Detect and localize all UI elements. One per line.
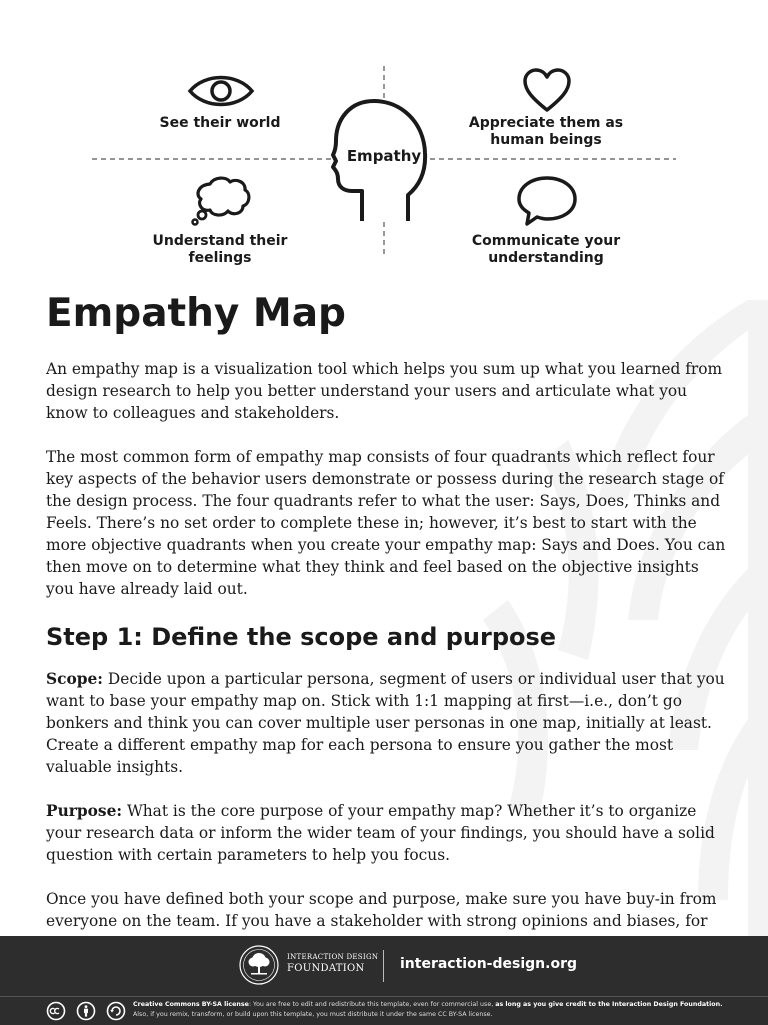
- step-1-heading: Step 1: Define the scope and purpose: [46, 623, 557, 651]
- understand-line-1: Understand their: [152, 233, 288, 249]
- understand-line-2: feelings: [188, 250, 252, 266]
- purpose-text: What is the core purpose of your empathy map? Whether it’s to organize your research data or inform the wider team of your findings, you should have a solid question with certain parameters to help you focus.: [46, 802, 715, 864]
- idf-logo-icon: [238, 944, 280, 986]
- cc-icons: [46, 1001, 131, 1025]
- speech-bubble-icon: [515, 175, 579, 227]
- org-name-line-2: FOUNDATION: [287, 963, 365, 974]
- understand-label: [130, 233, 310, 267]
- purpose-paragraph: [46, 800, 726, 866]
- scope-label: Scope:: [46, 670, 103, 688]
- empathy-center-text: Empathy: [346, 147, 422, 165]
- empathy-diagram: [0, 0, 768, 280]
- page-title: Empathy Map: [46, 291, 346, 336]
- communicate-line-2: understanding: [488, 250, 604, 266]
- footer-divider: [383, 950, 384, 982]
- license-text-1: : You are free to edit and redistribute this template, even for commercial use,: [248, 1001, 496, 1008]
- scope-text: Decide upon a particular persona, segment of users or individual user that you want to base your empathy map on. Stick with 1:1 mapping at first—i.e., don’t go bonkers and think you can cover multiple user personas in one map, initially at least. Create a different empathy map for each persona to ensure you gather the most valuable insights.: [46, 670, 725, 776]
- footer-bar: [0, 936, 768, 996]
- appreciate-line-1: Appreciate them as: [468, 115, 624, 131]
- main-content: [46, 288, 726, 954]
- eye-icon: [187, 71, 255, 111]
- appreciate-line-2: human beings: [490, 132, 602, 148]
- thought-bubble-icon: [188, 176, 252, 226]
- empathy-center-label: [344, 148, 424, 165]
- purpose-label: Purpose:: [46, 802, 123, 820]
- see-their-world-label: [140, 115, 300, 132]
- license-text-2: Also, if you remix, transform, or build upon this template, you must distribute it under the same CC BY-SA license.: [133, 1011, 493, 1018]
- license-text: [133, 1000, 753, 1020]
- license-credit: as long as you give credit to the Interaction Design Foundation.: [495, 1001, 723, 1008]
- share-alike-icon: [106, 1001, 126, 1021]
- quadrants-paragraph: The most common form of empathy map consists of four quadrants which reflect four key aspects of the behavior users demonstrate or possess during the research stage of the design process. The four quadrants refer to what the user: Says, Does, Thinks and Feels. There’s no set order to complete these in; however, it’s best to start with the more objective quadrants when you create your empathy map: Says and Does. You can then move on to determine what they think and feel based on the objective insights you have already laid out.: [46, 448, 726, 598]
- license-title: Creative Commons BY-SA license: [133, 1001, 249, 1008]
- org-name-line-1: INTERACTION DESIGN: [287, 953, 379, 961]
- scope-paragraph: [46, 668, 726, 778]
- creative-commons-icon: [46, 1001, 66, 1021]
- website-link[interactable]: interaction-design.org: [400, 956, 577, 972]
- attribution-icon: [76, 1001, 96, 1021]
- communicate-line-1: Communicate your: [471, 233, 621, 249]
- license-bar: [0, 996, 768, 1025]
- intro-paragraph: An empathy map is a visualization tool which helps you sum up what you learned from design research to help you better understand your users and articulate what you know to colleagues and stakeholders.: [46, 360, 723, 422]
- appreciate-label: [456, 115, 636, 149]
- closing-paragraph: Once you have defined both your scope and purpose, make sure you have buy-in from everyone on the team. If you have a stakeholder with strong opinions and biases, for: [46, 890, 717, 930]
- see-their-world-text: See their world: [159, 115, 281, 131]
- communicate-label: [456, 233, 636, 267]
- heart-icon: [522, 68, 572, 114]
